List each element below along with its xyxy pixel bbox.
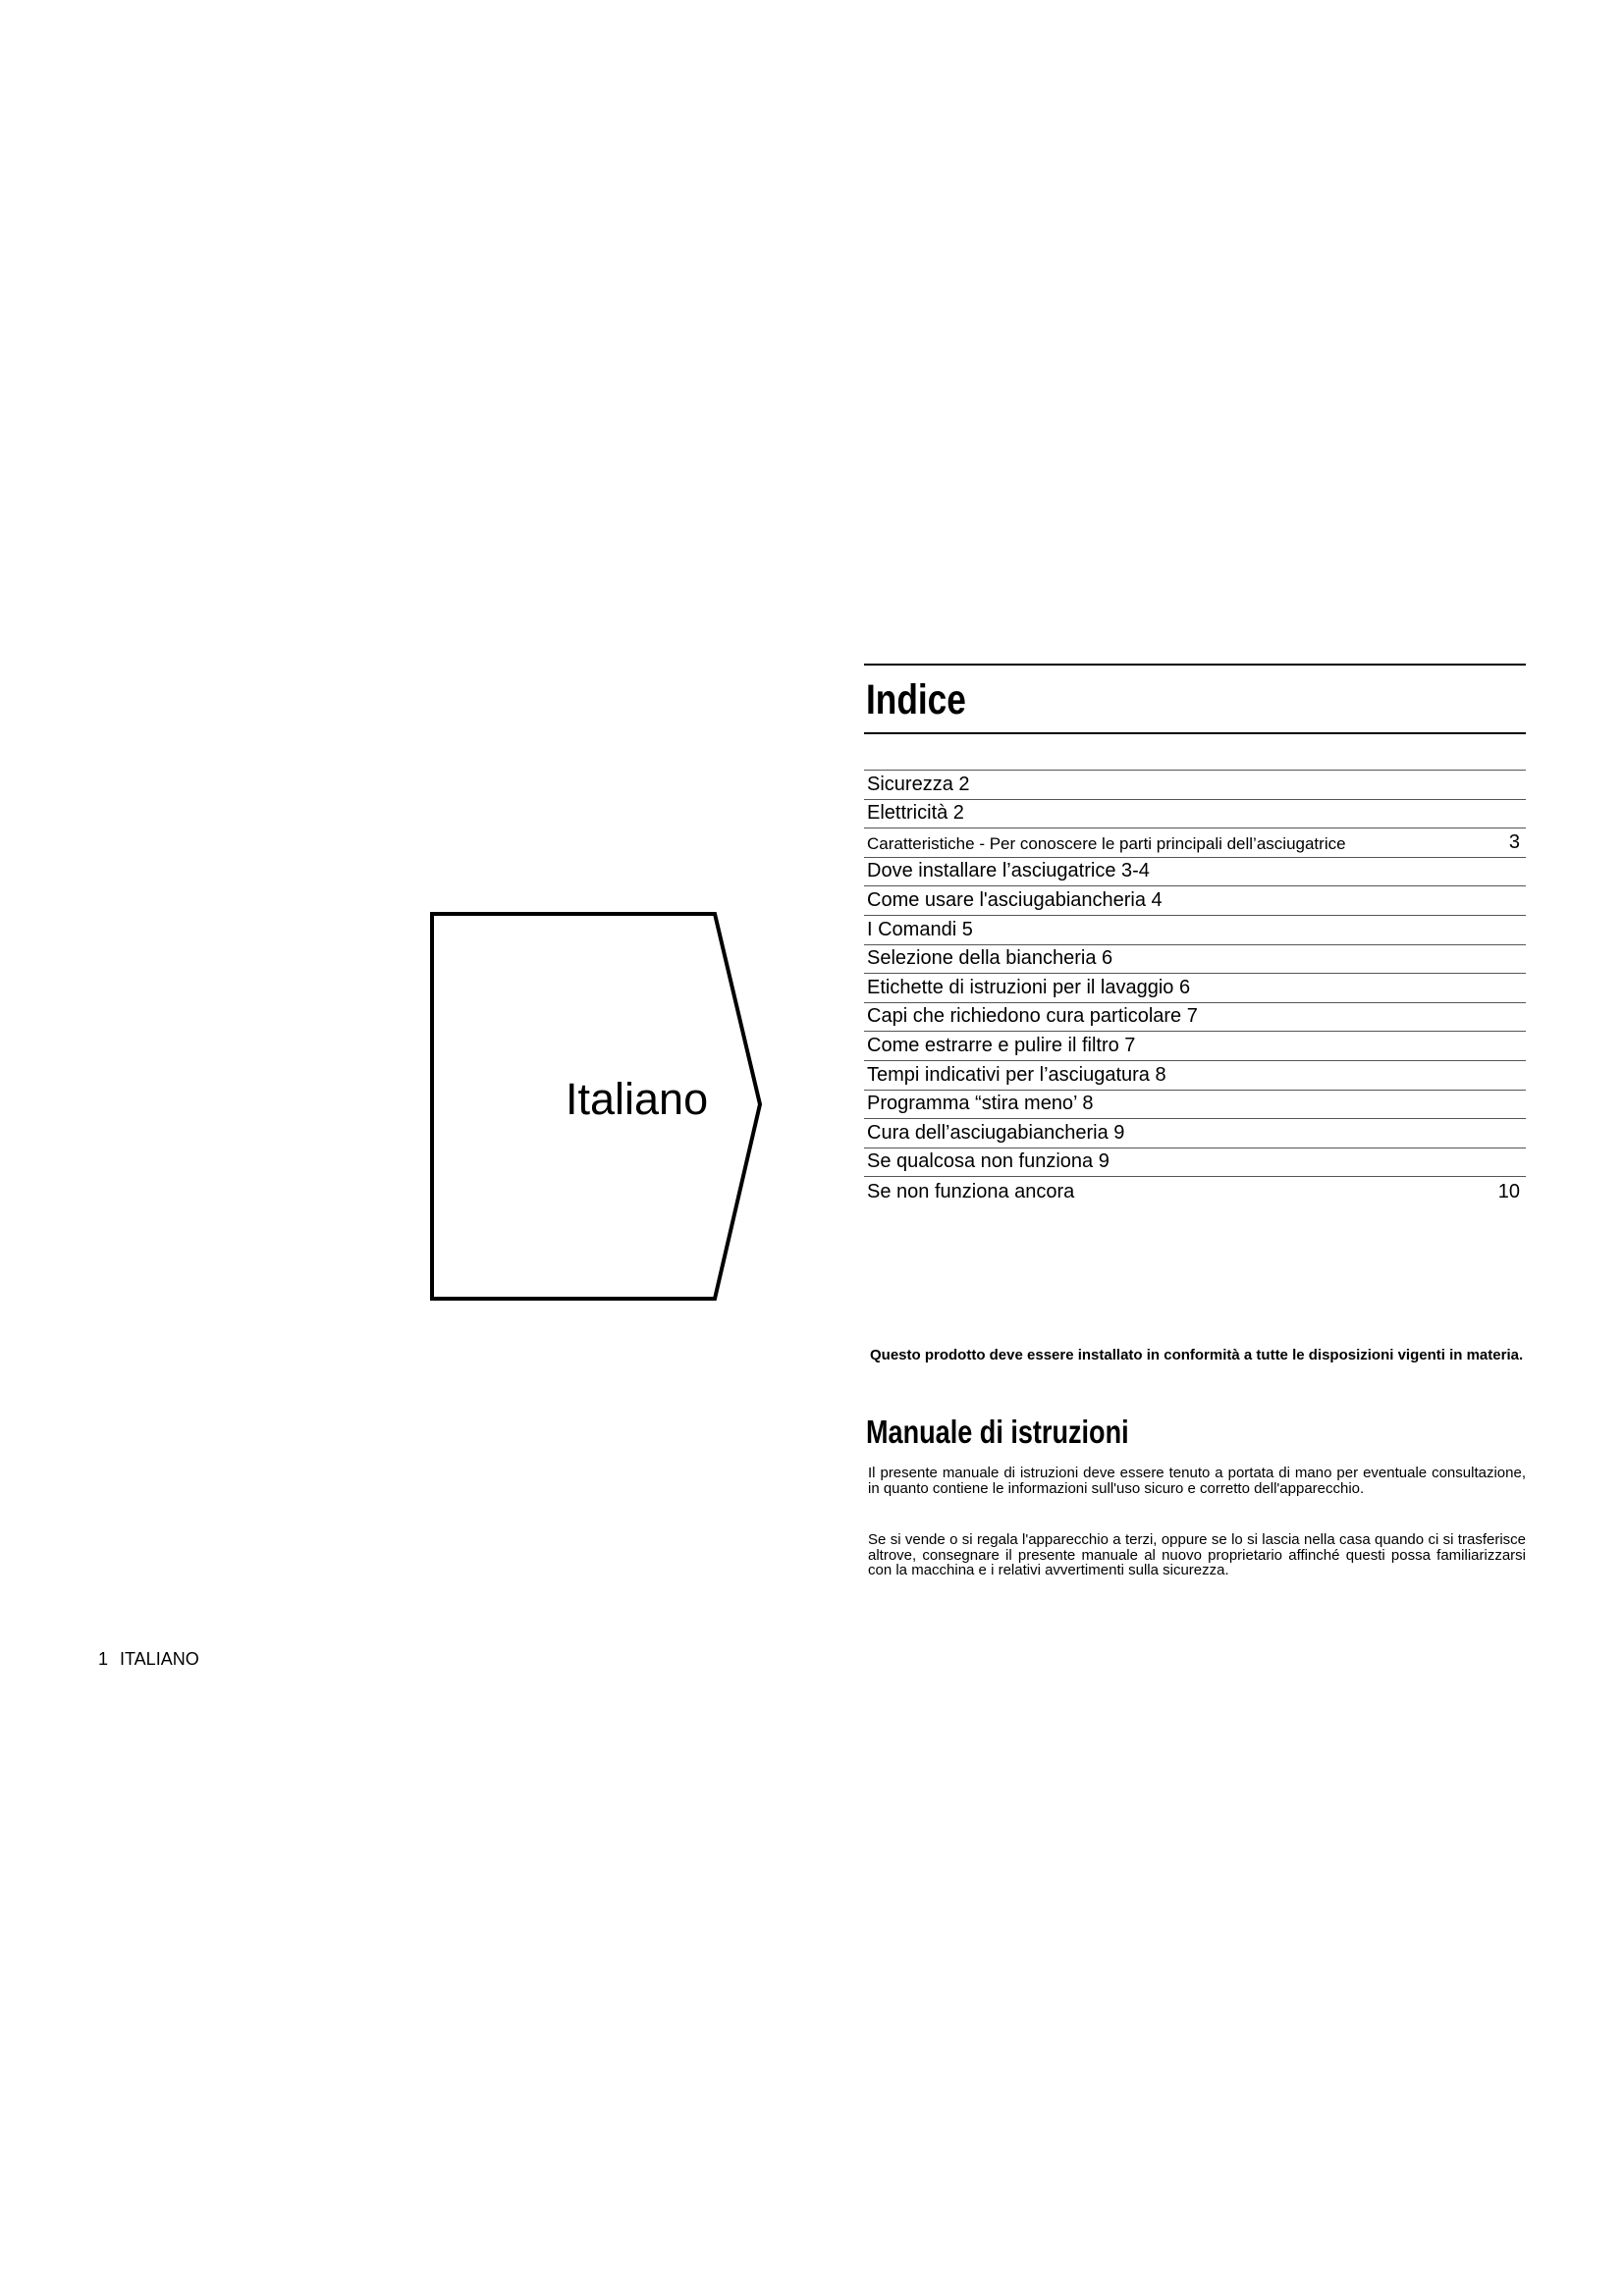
toc-item[interactable] — [864, 1091, 1526, 1120]
toc-item[interactable] — [864, 771, 1526, 800]
toc-item[interactable] — [864, 886, 1526, 916]
toc-item[interactable] — [864, 1177, 1526, 1206]
page-number: 1 — [98, 1649, 109, 1669]
toc-item-label: I Comandi 5 — [867, 918, 973, 940]
toc-item-page: 3 — [1508, 830, 1520, 853]
toc-item-label: Se qualcosa non funziona 9 — [867, 1150, 1110, 1173]
toc-item[interactable] — [864, 1119, 1526, 1148]
toc-item[interactable] — [864, 1003, 1526, 1033]
toc-item-label: Come estrarre e pulire il filtro 7 — [867, 1034, 1136, 1056]
toc-item-label: Selezione della biancheria 6 — [867, 947, 1113, 970]
manual-paragraph-1: Il presente manuale di istruzioni deve essere tenuto a portata di mano per eventuale consultazione, in quanto contiene le informazioni sull'uso sicuro e corretto dell'apparecchio. — [868, 1465, 1526, 1497]
toc-item[interactable] — [864, 1148, 1526, 1178]
manual-paragraph-2: Se si vende o si regala l'apparecchio a terzi, oppure se lo si lascia nella casa quando ci si trasferisce altrove, consegnare il presente manuale al nuovo proprietario affinché questi possa familiarizzarsi con la macchina e i relativi avvertimenti sulla sicurezza. — [868, 1531, 1526, 1578]
toc-item-page: 10 — [1497, 1180, 1520, 1202]
page-footer — [98, 1649, 199, 1670]
language-tab — [428, 910, 762, 1303]
installation-notice: Questo prodotto deve essere installato in conformità a tutte le disposizioni vigenti in materia. — [870, 1347, 1524, 1363]
toc-item[interactable] — [864, 800, 1526, 829]
toc-item-label: Sicurezza 2 — [867, 773, 970, 795]
toc-item-label: Elettricità 2 — [867, 802, 964, 825]
toc-item-label: Cura dell’asciugabiancheria 9 — [867, 1121, 1125, 1144]
toc-item[interactable] — [864, 858, 1526, 887]
toc-item-label: Se non funziona ancora — [867, 1180, 1075, 1202]
footer-section-label: ITALIANO — [120, 1649, 199, 1669]
index-header — [864, 664, 1526, 734]
toc-item-label: Dove installare l’asciugatrice 3-4 — [867, 860, 1150, 882]
toc-item[interactable] — [864, 1032, 1526, 1061]
table-of-contents — [864, 770, 1526, 1206]
toc-item-label: Tempi indicativi per l’asciugatura 8 — [867, 1063, 1166, 1086]
toc-item[interactable] — [864, 828, 1526, 858]
toc-item-label: Caratteristiche - Per conoscere le parti principali dell’asciugatrice — [867, 833, 1346, 853]
index-bottom-rule — [864, 732, 1526, 734]
toc-item-label: Programma “stira meno’ 8 — [867, 1093, 1094, 1115]
toc-item-label: Etichette di istruzioni per il lavaggio 6 — [867, 976, 1191, 998]
toc-item[interactable] — [864, 1061, 1526, 1091]
toc-item[interactable] — [864, 974, 1526, 1003]
toc-item[interactable] — [864, 945, 1526, 975]
toc-item-label: Capi che richiedono cura particolare 7 — [867, 1005, 1198, 1028]
language-tab-label: Italiano — [566, 1074, 709, 1124]
toc-item[interactable] — [864, 916, 1526, 945]
manual-section-title: Manuale di istruzioni — [866, 1414, 1129, 1450]
index-title: Indice — [866, 676, 966, 723]
index-top-rule — [864, 664, 1526, 666]
toc-item-label: Come usare l'asciugabiancheria 4 — [867, 888, 1163, 911]
